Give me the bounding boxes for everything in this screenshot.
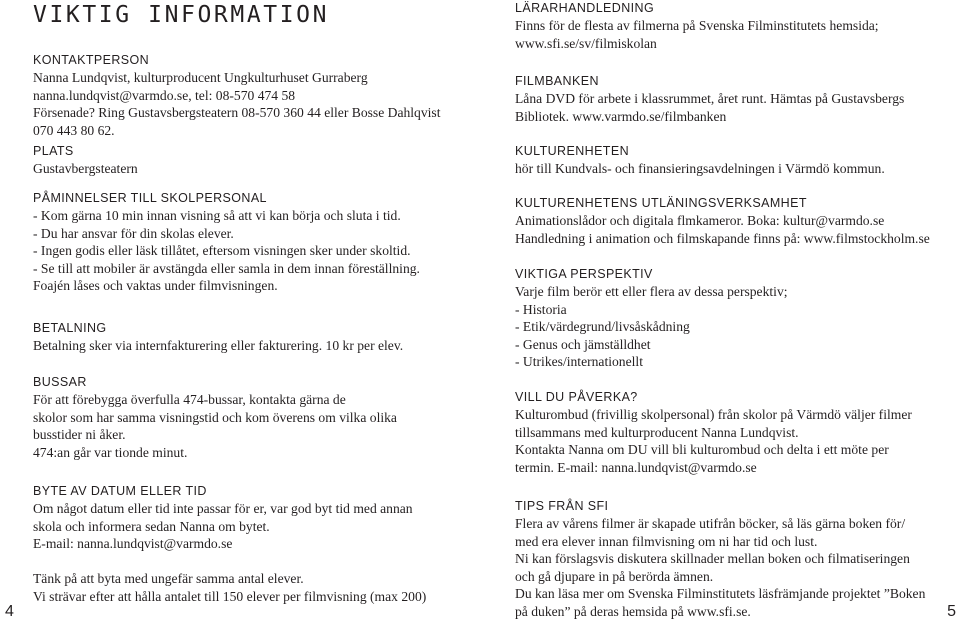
section-filmbanken	[515, 73, 935, 125]
text-line: Nanna Lundqvist, kulturproducent Ungkulturhuset Gurraberg	[33, 70, 368, 85]
text-line: - Historia	[515, 301, 567, 317]
text-line: Kontakta Nanna om DU vill bli kulturombud och delta i ett möte per	[515, 442, 889, 457]
text-line: skolor som har samma visningstid och kom överens om vilka olika	[33, 409, 397, 425]
text-line: skola och informera sedan Nanna om bytet.	[33, 518, 270, 534]
text-line: - Kom gärna 10 min innan visning så att vi kan börja och sluta i tid.	[33, 208, 401, 223]
text-line: Gustavbergsteatern	[33, 161, 138, 176]
text-line: Du kan läsa mer om Svenska Filminstitutets läsfrämjande projektet ”Boken	[515, 586, 926, 601]
section-bussar	[33, 374, 473, 461]
text-line: Vi strävar efter att hålla antalet till 150 elever per filmvisning (max 200)	[33, 588, 427, 604]
section-kulturenheten	[515, 143, 935, 178]
text-line: E-mail: nanna.lundqvist@varmdo.se	[33, 536, 233, 551]
section-heading: PLATS	[33, 144, 74, 158]
section-heading: FILMBANKEN	[515, 74, 599, 88]
page-title: VIKTIG INFORMATION	[33, 2, 330, 28]
text-line: - Ingen godis eller läsk tillåtet, eftersom visningen sker under skoltid.	[33, 243, 411, 258]
section-betalning	[33, 320, 473, 355]
text-line: Flera av vårens filmer är skapade utifrån böcker, så läs gärna boken för/	[515, 516, 906, 531]
text-line: Bibliotek. www.varmdo.se/filmbanken	[515, 108, 727, 124]
text-line: hör till Kundvals- och finansieringsavdelningen i Värmdö kommun.	[515, 161, 885, 176]
text-line: Varje film berör ett eller flera av dessa perspektiv;	[515, 284, 788, 299]
page-number-left: 4	[5, 603, 14, 620]
section-heading: KONTAKTPERSON	[33, 53, 150, 67]
text-line: Försenade? Ring Gustavsbergsteatern 08-570 360 44 eller Bosse Dahlqvist	[33, 105, 441, 120]
section-heading: TIPS FRÅN SFI	[515, 499, 609, 513]
text-line: Ni kan förslagsvis diskutera skillnader mellan boken och filmatiseringen	[515, 551, 910, 566]
text-line: - Etik/värdegrund/livsåskådning	[515, 319, 690, 334]
section-plats	[33, 143, 473, 178]
text-line: Animationslådor och digitala flmkameror. Boka: kultur@varmdo.se	[515, 213, 885, 228]
section-heading: LÄRARHANDLEDNING	[515, 1, 655, 15]
section-heading: KULTURENHETEN	[515, 144, 630, 158]
text-line: - Genus och jämställdhet	[515, 336, 651, 352]
text-line: För att förebygga överfulla 474-bussar, kontakta gärna de	[33, 392, 346, 407]
text-line: Tänk på att byta med ungefär samma antal elever.	[33, 571, 304, 586]
text-line: termin. E-mail: nanna.lundqvist@varmdo.se	[515, 459, 757, 475]
text-line: Betalning sker via internfakturering eller fakturering. 10 kr per elev.	[33, 338, 404, 353]
section-lärarhandledning	[515, 0, 935, 52]
section-tips-från-sfi	[515, 498, 935, 620]
section-heading: VILL DU PÅVERKA?	[515, 390, 638, 404]
text-line: Kulturombud (frivillig skolpersonal) från skolor på Värmdö väljer filmer	[515, 407, 912, 422]
section-byte-av-datum-eller-tid	[33, 483, 473, 605]
section-påminnelser-till-skolpersonal	[33, 190, 473, 295]
text-line: Foajén låses och vaktas under filmvisningen.	[33, 278, 278, 293]
text-line: tillsammans med kulturproducent Nanna Lundqvist.	[515, 424, 799, 440]
section-heading: BUSSAR	[33, 375, 87, 389]
section-heading: BYTE AV DATUM ELLER TID	[33, 484, 207, 498]
text-line: nanna.lundqvist@varmdo.se, tel: 08-570 474 58	[33, 87, 296, 103]
blank-line	[33, 553, 473, 571]
text-line: 474:an går var tionde minut.	[33, 444, 188, 460]
text-line: och gå djupare in på berörda ämnen.	[515, 568, 714, 584]
section-heading: PÅMINNELSER TILL SKOLPERSONAL	[33, 191, 267, 205]
section-heading: BETALNING	[33, 321, 107, 335]
section-kontaktperson	[33, 52, 473, 139]
text-line: Låna DVD för arbete i klassrummet, året runt. Hämtas på Gustavsbergs	[515, 91, 905, 106]
text-line: 070 443 80 62.	[33, 122, 115, 138]
page-number-right: 5	[947, 603, 956, 620]
section-kulturenhetens-utläningsverksamhet	[515, 195, 935, 247]
text-line: Om något datum eller tid inte passar för er, var god byt tid med annan	[33, 501, 413, 516]
text-line: - Du har ansvar för din skolas elever.	[33, 225, 234, 241]
section-heading: VIKTIGA PERSPEKTIV	[515, 267, 653, 281]
section-vill-du-påverka	[515, 389, 935, 476]
section-viktiga-perspektiv	[515, 266, 935, 371]
text-line: med era elever innan filmvisning om ni har tid och lust.	[515, 533, 818, 549]
section-heading: KULTURENHETENS UTLÄNINGSVERKSAMHET	[515, 196, 807, 210]
text-line: www.sfi.se/sv/filmiskolan	[515, 35, 657, 51]
text-line: - Utrikes/internationellt	[515, 354, 643, 369]
text-line: - Se till att mobiler är avstängda eller samla in dem innan föreställning.	[33, 260, 420, 276]
text-line: Finns för de flesta av filmerna på Svenska Filminstitutets hemsida;	[515, 18, 879, 33]
text-line: busstider ni åker.	[33, 427, 126, 442]
text-line: Handledning i animation och filmskapande finns på: www.filmstockholm.se	[515, 230, 930, 246]
text-line: på duken” på deras hemsida på www.sfi.se.	[515, 603, 751, 619]
